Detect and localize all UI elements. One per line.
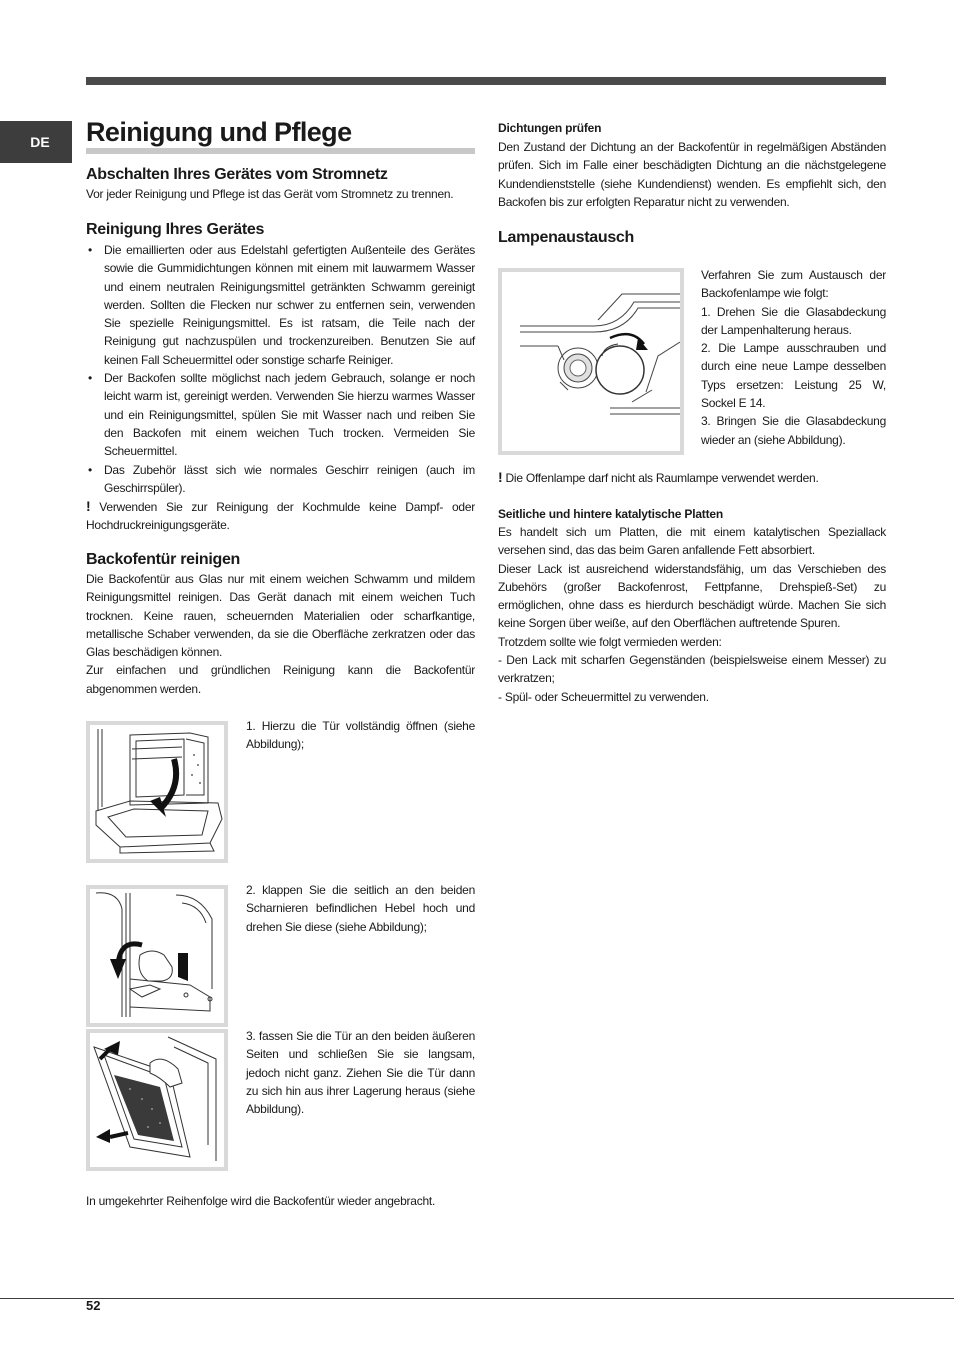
catalytic-paragraph: Es handelt sich um Platten, die mit einem katalytischen Speziallack versehen sind, das das beim Garen anfallende Fett absorbiert.	[498, 525, 886, 558]
hinge-lever-illustration	[90, 889, 224, 1023]
heading-cleaning: Reinigung Ihres Gerätes	[86, 221, 265, 238]
footer-rule	[0, 1298, 954, 1299]
lamp-warning	[498, 468, 886, 487]
figure-lamp	[498, 268, 684, 455]
figure-door-open	[86, 721, 228, 863]
heading-seal-check: Dichtungen prüfen	[498, 121, 602, 135]
list-item: • Die emaillierten oder aus Edelstahl gefertigten Außenteile des Gerätes sowie die Gummidichtungen können mit einem mit lauwarmem Wasser und einem neutralen Reinigungsmittel getränkten Schwamm gereinigt werden. Sollten die Flecken nur schwer zu entfernen sein, verwenden Sie spezielle Reinigungsmittel. Es ist ratsam, die Teile nach der Reinigung gut nachzuspülen und trockenzureiben. Benutzen Sie auf keinen Fall Scheuermittel oder sonstige scharfe Reiniger.	[86, 241, 475, 369]
catalytic-paragraph: Dieser Lack ist ausreichend widerstandsfähig, um das Verschieben des Zubehörs (großer Backofenrost, Fettpfanne, Drehspieß-Set) zu ermöglichen, ohne dass es hierdurch beschädigt würde. Machen Sie sich keine Sorgen über weiße, auf den Oberflächen auftretende Spuren.	[498, 561, 886, 631]
heading-power-off: Abschalten Ihres Gerätes vom Stromnetz	[86, 166, 388, 183]
catalytic-paragraph: Trotzdem sollte wie folgt vermieden werden:	[498, 634, 722, 649]
catalytic-paragraph: - Den Lack mit scharfen Gegenständen (beispielsweise einem Messer) zu verkratzen;	[498, 653, 886, 686]
step-3-text: 3. fassen Sie die Tür an den beiden äußeren Seiten und schließen Sie sie langsam, jedoch nicht ganz. Ziehen Sie die Tür dann zu sich hin aus ihrer Lagerung heraus (siehe Abbildung).	[246, 1029, 475, 1117]
power-off-text: Vor jeder Reinigung und Pflege ist das Gerät vom Stromnetz zu trennen.	[86, 187, 454, 201]
lamp-step: 2. Die Lampe ausschrauben und durch eine neue Lampe desselben Typs ersetzen: Leistung 25 W, Sockel E 14.	[701, 341, 886, 411]
cleaning-warning	[86, 497, 475, 535]
door-paragraph: Zur einfachen und gründlichen Reinigung kann die Backofentür abgenommen werden.	[86, 663, 475, 696]
cleaning-list	[86, 241, 475, 497]
warning-text: Verwenden Sie zur Reinigung der Kochmulde keine Dampf- oder Hochdruckreinigungsgeräte.	[86, 500, 475, 533]
lamp-intro: Verfahren Sie zum Austausch der Backofenlampe wie folgt:	[701, 268, 886, 301]
figure-hinge-lever	[86, 885, 228, 1027]
step-1-text: 1. Hierzu die Tür vollständig öffnen (siehe Abbildung);	[246, 719, 475, 752]
door-open-illustration	[90, 725, 224, 859]
warning-mark: !	[86, 498, 91, 514]
catalytic-text	[498, 523, 886, 706]
language-tab: DE	[0, 121, 72, 163]
door-paragraph: Die Backofentür aus Glas nur mit einem weichen Schwamm und mildem Reinigungsmittel reinigen. Das Gerät danach mit einem weichen Tuch trocknen. Keine rauen, scheuernden Materialien oder scharfkantige, metallische Schaber verwenden, da sie die Oberfläche zerkratzen oder das Glas beschädigen können.	[86, 572, 475, 660]
page-number: 52	[86, 1298, 101, 1313]
figure-door-remove	[86, 1029, 228, 1171]
page-title: Reinigung und Pflege	[86, 116, 475, 154]
heading-door-cleaning: Backofentür reinigen	[86, 551, 241, 568]
door-cleaning-text	[86, 570, 475, 698]
warning-mark: !	[498, 469, 503, 485]
list-item: • Das Zubehör lässt sich wie normales Geschirr reinigen (auch im Geschirrspüler).	[86, 461, 475, 498]
step-2-text: 2. klappen Sie die seitlich an den beiden Scharnieren befindlichen Hebel hoch und drehen Sie diese (siehe Abbildung);	[246, 883, 475, 934]
heading-lamp-replace: Lampenaustausch	[498, 229, 634, 246]
door-remove-illustration	[90, 1033, 224, 1167]
lamp-illustration	[502, 272, 680, 451]
catalytic-paragraph: - Spül- oder Scheuermittel zu verwenden.	[498, 689, 709, 704]
top-rule	[86, 77, 886, 85]
door-closing-text: In umgekehrter Reihenfolge wird die Backofentür wieder angebracht.	[86, 1194, 436, 1208]
heading-catalytic: Seitliche und hintere katalytische Platten	[498, 507, 724, 521]
warning-text: Die Offenlampe darf nicht als Raumlampe verwendet werden.	[505, 471, 819, 485]
lamp-steps	[701, 266, 886, 449]
lamp-step: 1. Drehen Sie die Glasabdeckung der Lampenhalterung heraus.	[701, 304, 886, 337]
list-item: • Der Backofen sollte möglichst nach jedem Gebrauch, solange er noch leicht warm ist, gereinigt werden. Verwenden Sie hierzu warmes Wasser und ein Reinigungsmittel, spülen Sie mit Wasser nach und reiben Sie den Backofen mit einem weichen Tuch trocken. Vermeiden Sie Scheuermittel.	[86, 369, 475, 460]
seal-check-text: Den Zustand der Dichtung an der Backofentür in regelmäßigen Abständen prüfen. Sich im Falle einer beschädigten Dichtung an die nächstgelegene Kundendienststelle (siehe Kundendienst) wenden. Es empfiehlt sich, den Backofen bis zur erfolgten Reparatur nicht zu verwenden.	[498, 140, 886, 209]
lamp-step: 3. Bringen Sie die Glasabdeckung wieder an (siehe Abbildung).	[701, 414, 886, 447]
